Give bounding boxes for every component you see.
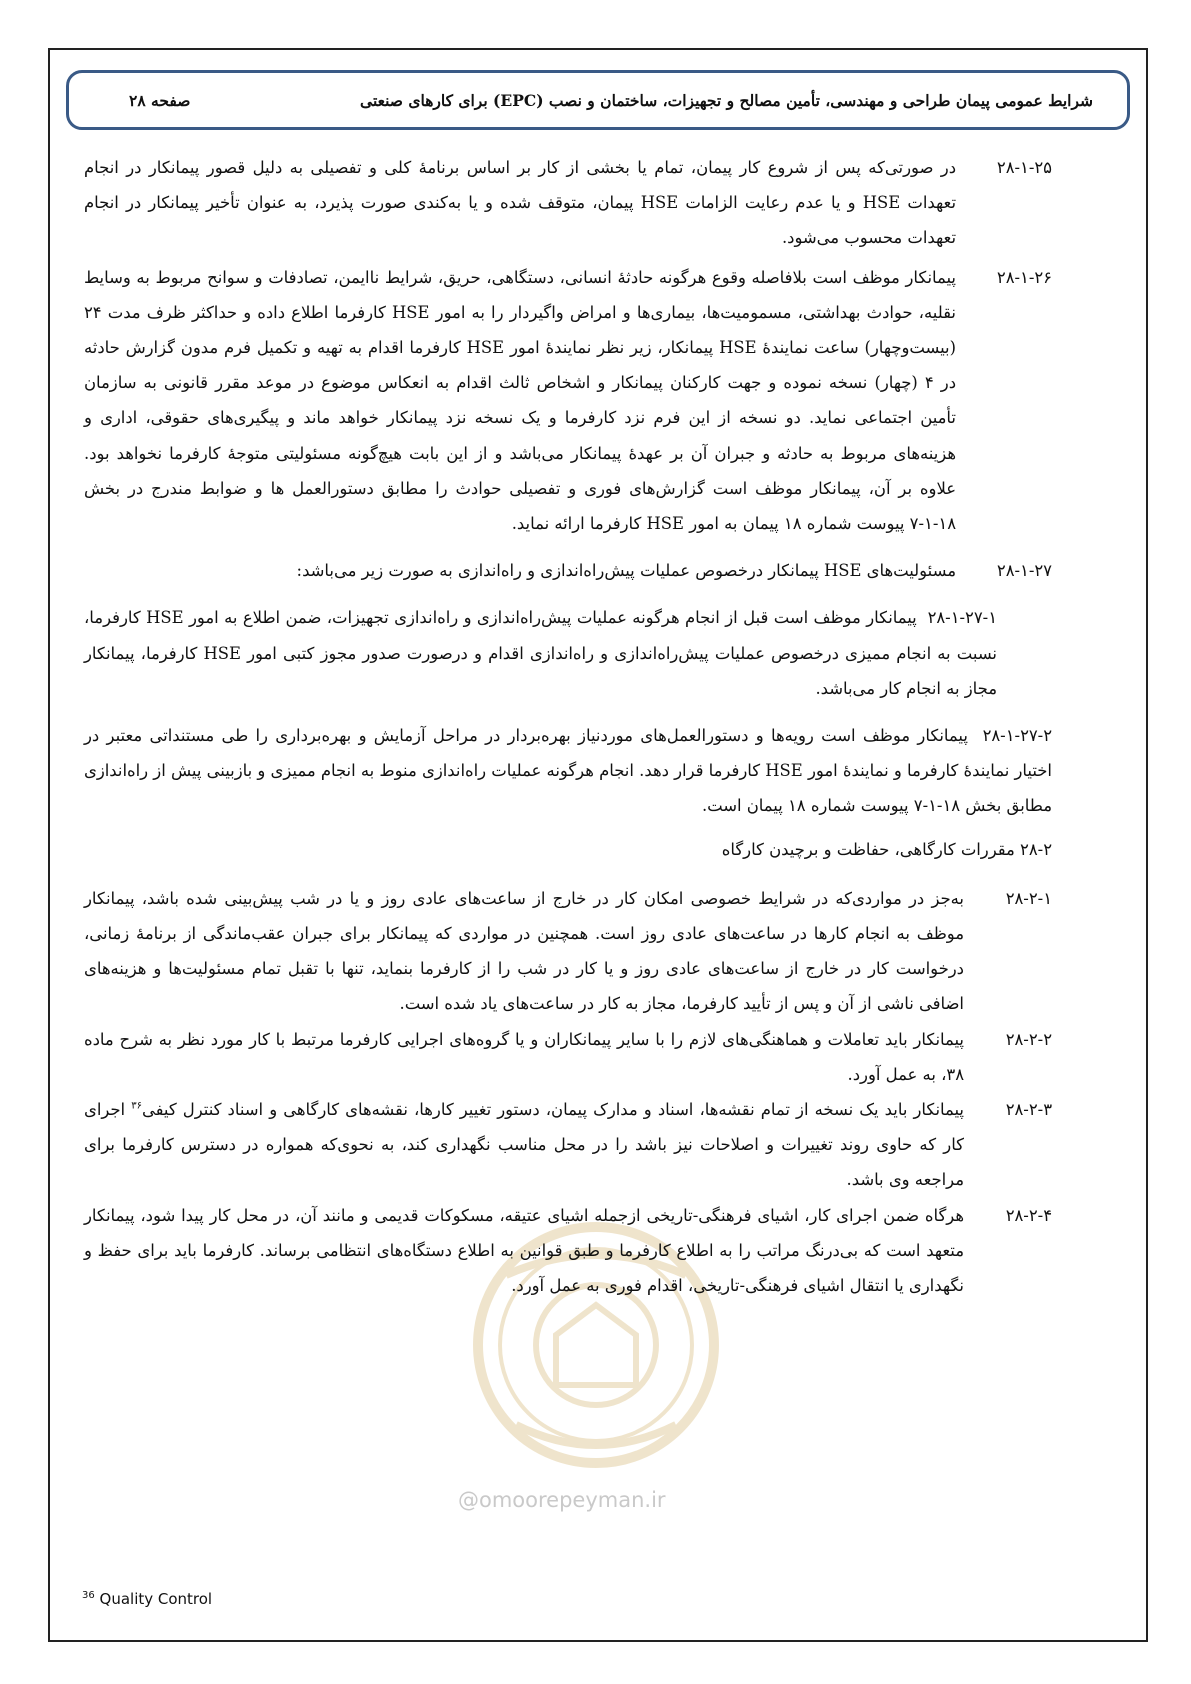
footnote-text: Quality Control — [99, 1590, 213, 1608]
clause-text: در صورتی‌که پس از شروع کار پیمان، تمام یا بخشی از کار بر اساس برنامۀ کلی و تفصیلی به دلیل قصور پیمانکار در انجام تعهدات HSE و یا عدم رعایت الزامات HSE پیمان، متوقف شده و یا به‌کندی صورت پذیرد، به عنوان تأخیر پیمانکار در انجام تعهدات محسوب می‌شود. — [84, 158, 957, 248]
document-body — [84, 150, 1052, 1450]
clause-number: ۲۸-۱-۲۷-۱ — [927, 608, 997, 628]
clause-number: ۲۸-۱-۲۷-۲ — [982, 726, 1053, 746]
clause-number: ۲۸-۲-۱ — [1005, 888, 1052, 908]
clause-28-2-4 — [84, 1198, 1052, 1304]
clause-text: به‌جز در مواردی‌که در شرایط خصوصی امکان کار در خارج از ساعت‌های عادی روز و یا در شب پیش‌بینی شده باشد، پیمانکار موظف به انجام کارها در ساعت‌های عادی روز است. همچنین در مواردی که پیمانکار برای جبران عقب‌ماندگی از برنامۀ زمانی، درخواست کار در خارج از ساعت‌های عادی روز و یا کار در شب را از کارفرما بنماید، تنها با تقبل تمام مسئولیت‌ها و هزینه‌های اضافی ناشی از آن و پس از تأیید کارفرما، مجاز به کار در ساعت‌های یاد شده است. — [84, 888, 964, 1014]
footnote-number: 36 — [82, 1590, 95, 1601]
clause-28-1-25 — [84, 150, 1052, 256]
clause-number: ۲۸-۱-۲۵ — [996, 158, 1052, 177]
subclause-28-1-27-2 — [84, 718, 1052, 824]
clause-number: ۲۸-۲-۲ — [1005, 1029, 1052, 1049]
section-heading: ۲۸-۲ مقررات کارگاهی، حفاظت و برچیدن کارگاه — [721, 839, 1052, 859]
clause-text: هرگاه ضمن اجرای کار، اشیای فرهنگی-تاریخی ازجمله اشیای عتیقه، مسکوکات قدیمی و مانند آن، در محل کار پیدا شود، پیمانکار متعهد است که بی‌درنگ مراتب را به اطلاع کارفرما و طبق قوانین به اطلاع دستگاه‌های انتظامی برساند. کارفرما باید برای حفظ و نگهداری یا انتقال اشیای فرهنگی-تاریخی، اقدام فوری به عمل آورد. — [84, 1205, 964, 1296]
clause-28-1-27 — [84, 553, 1052, 588]
clause-text: مسئولیت‌های HSE پیمانکار درخصوص عملیات پیش‌راه‌اندازی و راه‌اندازی به صورت زیر می‌باشد: — [296, 561, 956, 581]
clause-28-2-1 — [84, 881, 1052, 1022]
clause-28-2-3 — [84, 1092, 1052, 1198]
clause-28-1-26 — [84, 260, 1052, 542]
clause-text: پیمانکار موظف است رویه‌ها و دستورالعمل‌های موردنیاز بهره‌بردار در مراحل آزمایش و بهره‌برداری را طی مستنداتی معتبر در اختیار نمایندۀ کارفرما و نمایندۀ امور HSE کارفرما قرار دهد. انجام هرگونه عملیات راه‌اندازی منوط به انجام ممیزی و بازبینی پیش از راه‌اندازی مطابق بخش ۱۸-۱-۷ پیوست شماره ۱۸ پیمان است. — [84, 726, 1052, 816]
clause-text: پیمانکار موظف است بلافاصله وقوع هرگونه حادثۀ انسانی، دستگاهی، حریق، شرایط ناایمن، تصادفات و سوانح مربوط به وسایط نقلیه، حوادث بهداشتی، مسمومیت‌ها، بیماری‌ها و امراض واگیردار را به امور HSE کارفرما اطلاع داده و حداکثر ظرف مدت ۲۴ (بیست‌وچهار) ساعت نمایندۀ HSE پیمانکار، زیر نظر نمایندۀ امور HSE کارفرما اقدام به تهیه و تکمیل فرم مدون گزارش حادثه در ۴ (چهار) نسخه نموده و جهت کارکنان پیمانکار و اشخاص ثالث اقدام به انعکاس موضوع در موعد مقرر قانونی به سازمان تأمین اجتماعی نماید. دو نسخه از این فرم نزد کارفرما و یک نسخه نزد پیمانکار خواهد ماند و پیگیری‌های حقوقی، اداری و هزینه‌های مربوط به حادثه و جبران آن بر عهدۀ پیمانکار می‌باشد و از این بابت هیچ‌گونه مسئولیتی متوجۀ کارفرما نخواهد بود. علاوه بر آن، پیمانکار موظف است گزارش‌های فوری و تفصیلی حوادث را مطابق دستورالعمل ها و ضوابط مندرج در بخش ۱۸-۱-۷ پیوست شماره ۱۸ پیمان به امور HSE کارفرما ارائه نماید. — [84, 267, 957, 534]
clause-number: ۲۸-۱-۲۶ — [996, 267, 1052, 287]
clause-28-2-2 — [84, 1022, 1052, 1092]
clause-text-part: اجرای کار که حاوی روند تغییرات و اصلاحات نیز باشد را در محل مناسب نگهداری کند، به نحوی‌که همواره در دسترس کارفرما برای مراجعه وی باشد. — [84, 1100, 964, 1190]
footnote-ref: ۳۶ — [131, 1100, 142, 1112]
clause-text: پیمانکار باید تعاملات و هماهنگی‌های لازم را با سایر پیمانکاران و یا گروه‌های اجرایی کارفرما مرتبط با کار مورد نظر به شرح ماده ۳۸، به عمل آورد. — [84, 1029, 964, 1084]
watermark-site: @omoorepeyman.ir — [458, 1488, 666, 1512]
page-number: صفحه ۲۸ — [129, 90, 191, 110]
subclause-28-1-27-1 — [84, 600, 1052, 706]
clause-text: پیمانکار موظف است قبل از انجام هرگونه عملیات پیش‌راه‌اندازی و راه‌اندازی تجهیزات، ضمن اطلاع به امور HSE کارفرما، نسبت به انجام ممیزی درخصوص عملیات پیش‌راه‌اندازی و راه‌اندازی اقدام و درصورت صدور مجوز کتبی امور HSE کارفرما، پیمانکار مجاز به انجام کار می‌باشد. — [84, 608, 997, 698]
page-header — [66, 70, 1130, 130]
header-title: شرایط عمومی پیمان طراحی و مهندسی، تأمین مصالح و تجهیزات، ساختمان و نصب (EPC) برای کارهای صنعتی — [360, 90, 1093, 110]
clause-number: ۲۸-۱-۲۷ — [996, 561, 1052, 581]
footnote — [82, 1590, 212, 1608]
clause-number: ۲۸-۲-۳ — [1005, 1100, 1052, 1120]
clause-number: ۲۸-۲-۴ — [1005, 1205, 1052, 1225]
clause-text-part: پیمانکار باید یک نسخه از تمام نقشه‌ها، اسناد و مدارک پیمان، دستور تغییر کارها، نقشه‌های کارگاهی و اسناد کنترل کیفی — [141, 1100, 964, 1120]
clause-text — [84, 1092, 964, 1198]
